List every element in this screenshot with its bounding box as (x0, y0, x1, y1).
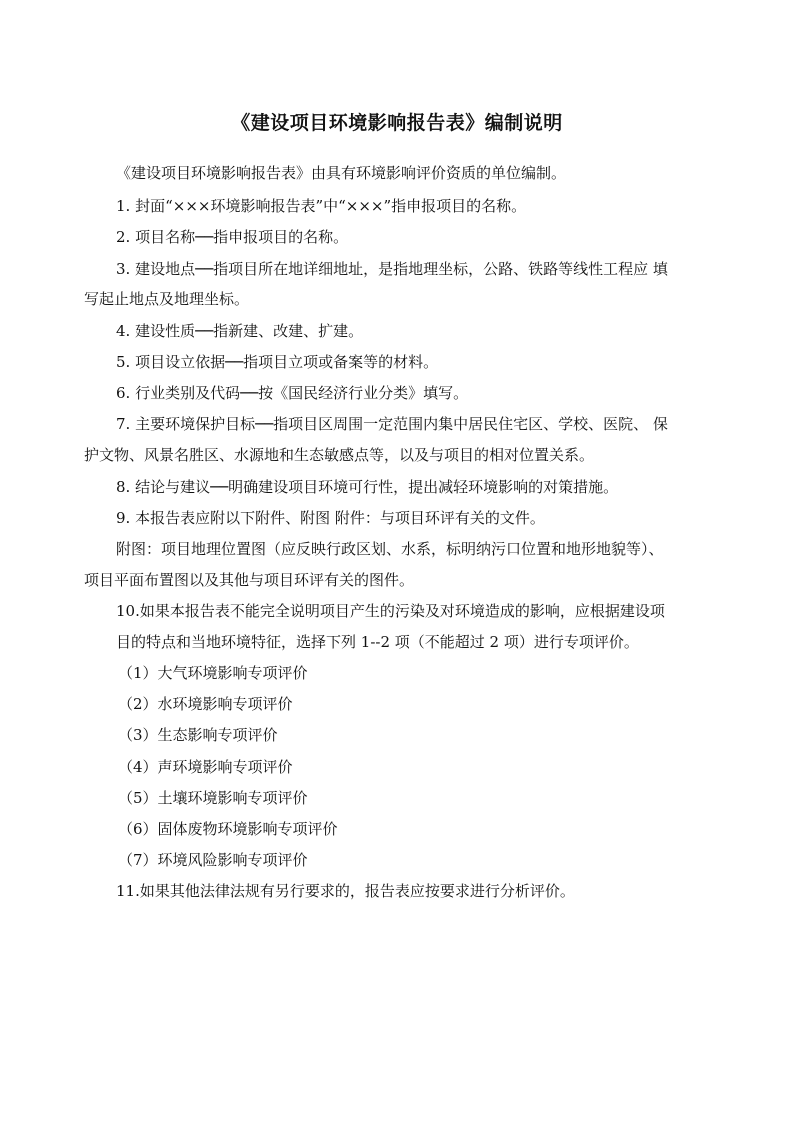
item-10-line-1: 10.如果本报告表不能完全说明项目产生的污染及对环境造成的影响，应根据建设项 (116, 602, 665, 620)
special-item-6: （6）固体废物环境影响专项评价 (118, 820, 338, 838)
item-5: 5. 项目设立依据──指项目立项或备案等的材料。 (116, 353, 439, 371)
item-4: 4. 建设性质──指新建、改建、扩建。 (116, 322, 364, 340)
special-item-2: （2）水环境影响专项评价 (118, 695, 293, 713)
item-2: 2. 项目名称──指申报项目的名称。 (116, 228, 349, 246)
intro-paragraph: 《建设项目环境影响报告表》由具有环境影响评价资质的单位编制。 (116, 164, 567, 182)
appendix-figures-line-2: 项目平面布置图以及其他与项目环评有关的图件。 (84, 571, 415, 589)
item-10-line-2: 目的特点和当地环境特征，选择下列 1--2 项（不能超过 2 项）进行专项评价。 (116, 633, 639, 651)
appendix-figures-line-1: 附图：项目地理位置图（应反映行政区划、水系，标明纳污口位置和地形地貌等）、 (116, 540, 664, 558)
item-7-line-1: 7. 主要环境保护目标──指项目区周围一定范围内集中居民住宅区、学校、医院、 保 (116, 415, 668, 433)
item-3-line-2: 写起止地点及地理坐标。 (84, 290, 250, 308)
item-6: 6. 行业类别及代码──按《国民经济行业分类》填写。 (116, 384, 469, 402)
special-item-3: （3）生态影响专项评价 (118, 726, 278, 744)
item-9: 9. 本报告表应附以下附件、附图 附件：与项目环评有关的文件。 (116, 509, 545, 527)
page-title: 《建设项目环境影响报告表》编制说明 (231, 112, 563, 134)
item-8: 8. 结论与建议──明确建设项目环境可行性，提出减轻环境影响的对策措施。 (116, 478, 619, 496)
item-7-line-2: 护文物、风景名胜区、水源地和生态敏感点等，以及与项目的相对位置关系。 (84, 446, 595, 464)
special-item-5: （5）土壤环境影响专项评价 (118, 789, 308, 807)
item-3-line-1: 3. 建设地点──指项目所在地详细地址，是指地理坐标，公路、铁路等线性工程应 填 (116, 260, 668, 278)
special-item-7: （7）环境风险影响专项评价 (118, 851, 308, 869)
special-item-1: （1）大气环境影响专项评价 (118, 664, 308, 682)
special-item-4: （4）声环境影响专项评价 (118, 758, 293, 776)
item-11: 11.如果其他法律法规有另行要求的，报告表应按要求进行分析评价。 (116, 882, 575, 900)
item-1: 1. 封面“×××环境影响报告表”中“×××”指申报项目的名称。 (116, 197, 527, 215)
